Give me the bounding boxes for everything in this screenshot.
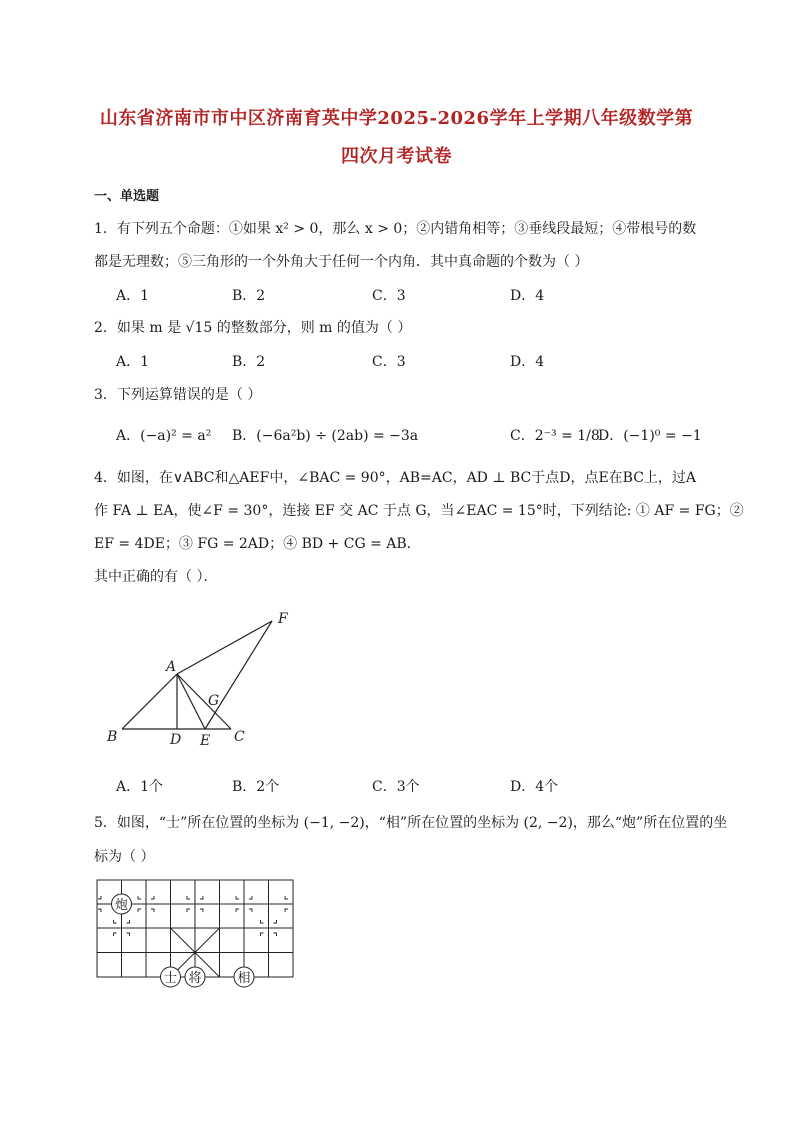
q3-option-d: D．(−1)⁰ = −1 xyxy=(598,428,702,444)
section-heading: 一、单选题 xyxy=(94,189,160,204)
q1-option-d: D．4 xyxy=(510,288,545,304)
q2-option-b: B．2 xyxy=(232,354,266,370)
q4-option-a: A．1个 xyxy=(116,779,164,795)
q3-text: 3．下列运算错误的是（ ） xyxy=(94,387,262,403)
q1-option-c: C．3 xyxy=(372,288,406,304)
q3-option-b: B．(−6a²b) ÷ (2ab) = −3a xyxy=(232,428,419,444)
exam-title-line2: 四次月考试卷 xyxy=(341,146,452,167)
label-d: D xyxy=(170,732,182,748)
q4-option-b: B．2个 xyxy=(232,779,280,795)
piece-xiang xyxy=(234,967,254,987)
piece-jiang xyxy=(185,967,205,987)
q4-text-line2: 作 FA ⊥ EA，使∠F = 30°，连接 EF 交 AC 于点 G，当∠EAC = 15°时，下列结论: ① AF = FG；② xyxy=(94,503,744,519)
exam-title-line1: 山东省济南市市中区济南育英中学2025-2026学年上学期八年级数学第 xyxy=(99,108,694,129)
label-b: B xyxy=(107,729,118,745)
q3-option-a: A．(−a)² = a² xyxy=(116,428,212,444)
q4-text-line4: 其中正确的有（ ）． xyxy=(94,569,218,585)
q5-text-line1: 5．如图，“士”所在位置的坐标为 (−1, −2)，“相”所在位置的坐标为 (2, −2)，那么“炮”所在位置的坐 xyxy=(94,815,728,831)
piece-pao xyxy=(112,894,132,914)
q1-option-b: B．2 xyxy=(232,288,266,304)
q4-text-line1: 4．如图，在∨ABC和△AEF中，∠BAC = 90°，AB=AC，AD ⊥ BC于点D，点E在BC上，过A xyxy=(94,470,697,486)
q4-option-d: D．4个 xyxy=(510,779,559,795)
label-e: E xyxy=(200,733,211,749)
q3-option-c: C．2⁻³ = 1/8 xyxy=(510,428,600,444)
q5-chessboard-figure xyxy=(90,872,305,994)
piece-pao-label: 炮 xyxy=(114,898,129,913)
piece-shi xyxy=(161,967,181,987)
q2-option-c: C．3 xyxy=(372,354,406,370)
label-c: C xyxy=(234,729,245,745)
q1-option-a: A．1 xyxy=(116,288,150,304)
q1-text-line2: 都是无理数；⑤三角形的一个外角大于任何一个内角．其中真命题的个数为（ ） xyxy=(94,254,589,270)
q4-text-line3: EF = 4DE；③ FG = 2AD；④ BD + CG = AB． xyxy=(94,536,421,552)
q2-option-a: A．1 xyxy=(116,354,150,370)
q2-text: 2．如果 m 是 √15 的整数部分，则 m 的值为（ ） xyxy=(94,320,412,336)
q4-option-c: C．3个 xyxy=(372,779,420,795)
piece-shi-label: 士 xyxy=(163,971,178,986)
q2-option-d: D．4 xyxy=(510,354,545,370)
piece-xiang-label: 相 xyxy=(237,971,251,986)
piece-jiang-label: 将 xyxy=(188,971,202,986)
label-g: G xyxy=(208,693,220,709)
label-a: A xyxy=(166,659,177,675)
q5-text-line2: 标为（ ） xyxy=(94,849,155,865)
label-f: F xyxy=(278,611,288,627)
q1-text-line1: 1．有下列五个命题：①如果 x² > 0，那么 x > 0；②内错角相等；③垂线段最短；④带根号的数 xyxy=(94,221,697,237)
q4-triangle-figure xyxy=(100,605,300,750)
